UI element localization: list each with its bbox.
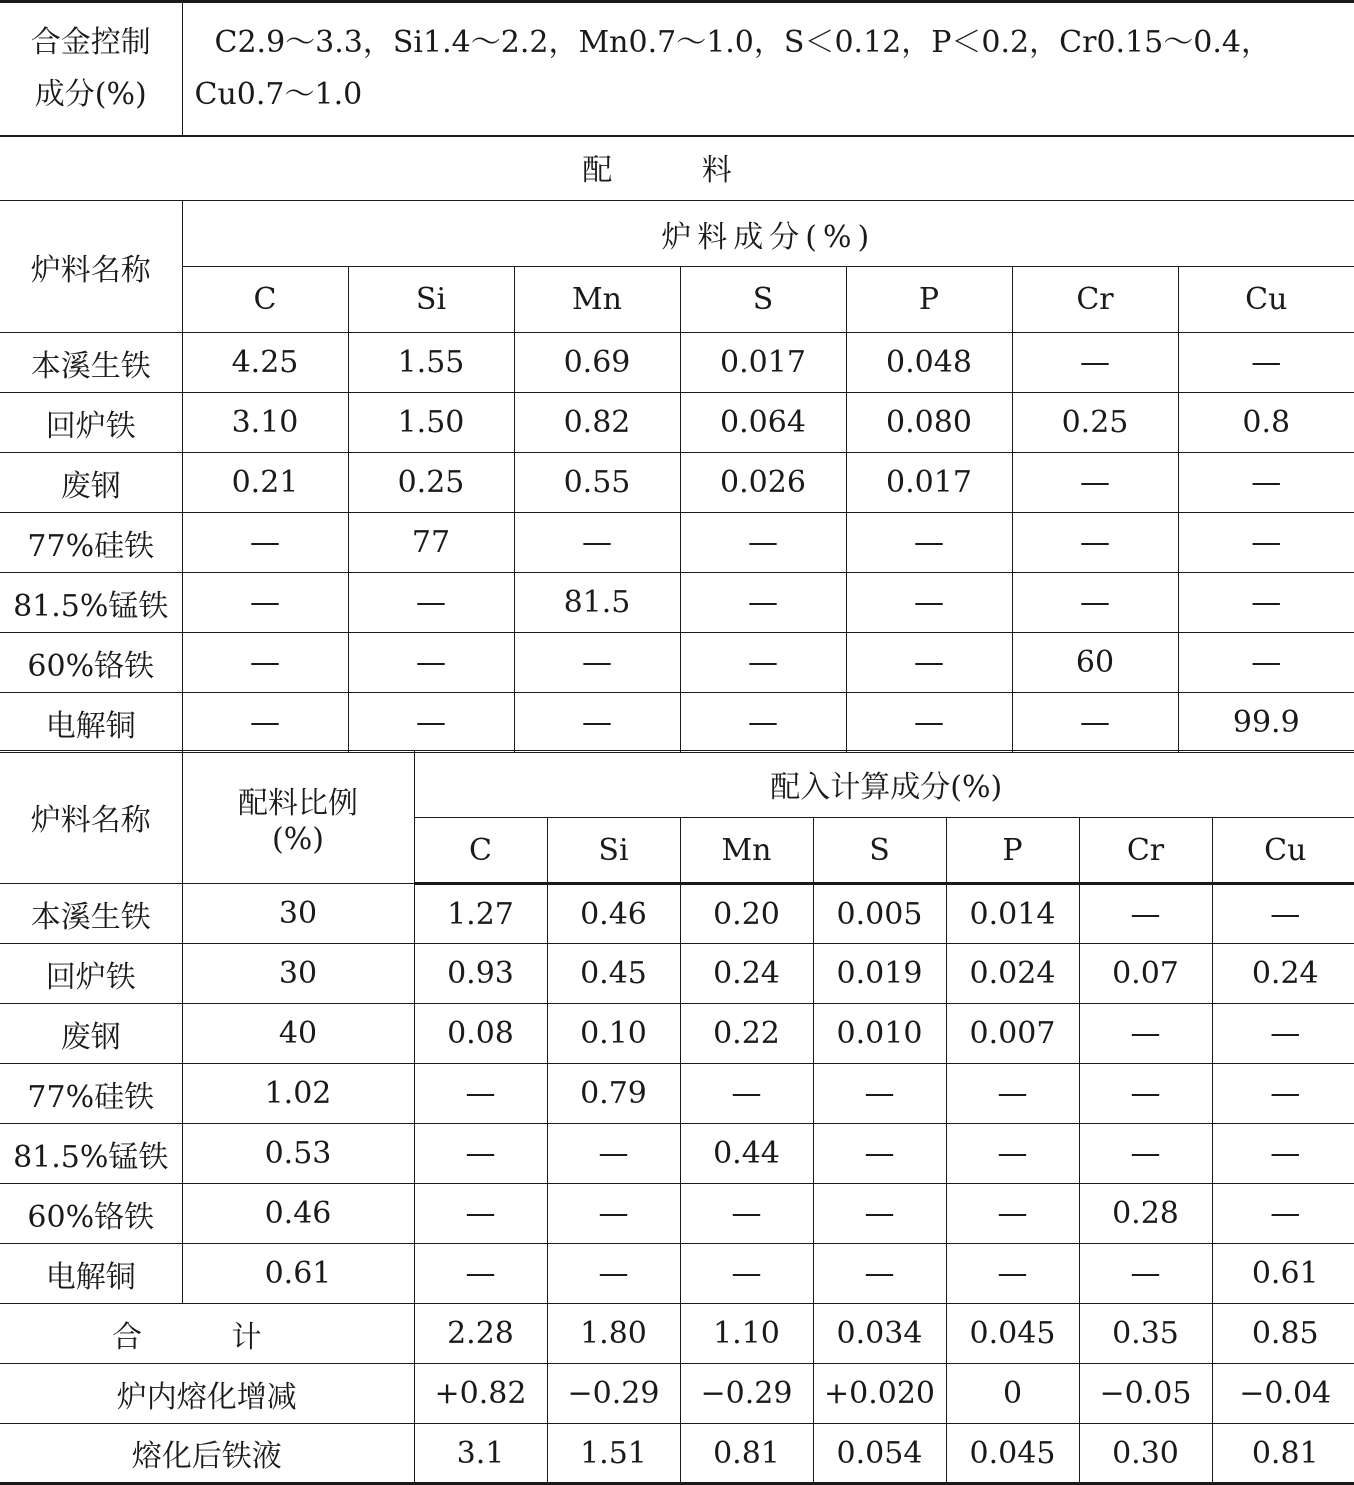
summary-row bbox=[0, 1364, 1354, 1424]
summary-value-cell: 0.045 bbox=[946, 1424, 1079, 1484]
calc-value-cell: — bbox=[414, 1124, 547, 1184]
calc-value-cell: 0.024 bbox=[946, 944, 1079, 1004]
alloy-composition-line2: Cu0.7～1.0 bbox=[195, 69, 1354, 121]
table-row bbox=[0, 1184, 1354, 1244]
calc-value-cell: — bbox=[1212, 1004, 1354, 1064]
summary-value-cell: 0.35 bbox=[1079, 1304, 1212, 1364]
table-row bbox=[0, 333, 1354, 393]
charge-value-cell: 1.55 bbox=[348, 333, 514, 393]
charge-column-header: S bbox=[680, 267, 846, 333]
table-row bbox=[0, 884, 1354, 944]
calc-ratio-cell: 40 bbox=[182, 1004, 414, 1064]
charge-value-cell: — bbox=[1178, 573, 1354, 633]
table-row bbox=[0, 1004, 1354, 1064]
summary-value-cell: 0.034 bbox=[813, 1304, 946, 1364]
charge-name-header: 炉料名称 bbox=[0, 201, 182, 333]
calc-column-header: P bbox=[946, 818, 1079, 884]
charge-value-cell: 0.048 bbox=[846, 333, 1012, 393]
summary-value-cell: −0.05 bbox=[1079, 1364, 1212, 1424]
calc-material-name: 81.5%锰铁 bbox=[0, 1124, 182, 1184]
calc-value-cell: 0.24 bbox=[680, 944, 813, 1004]
calc-value-cell: 0.93 bbox=[414, 944, 547, 1004]
summary-value-cell: 3.1 bbox=[414, 1424, 547, 1484]
alloy-composition-line1: C2.9～3.3，Si1.4～2.2，Mn0.7～1.0，S＜0.12，P＜0.2，Cr0.15～0.4， bbox=[195, 17, 1354, 69]
calc-ratio-cell: 30 bbox=[182, 944, 414, 1004]
calc-column-header: S bbox=[813, 818, 946, 884]
charge-value-cell: 0.017 bbox=[680, 333, 846, 393]
calc-column-header: Cu bbox=[1212, 818, 1354, 884]
calc-value-cell: 0.28 bbox=[1079, 1184, 1212, 1244]
calc-name-header: 炉料名称 bbox=[0, 751, 182, 884]
charge-material-name: 回炉铁 bbox=[0, 393, 182, 453]
calc-ratio-header-line2: (%) bbox=[183, 822, 414, 857]
charge-value-cell: 0.25 bbox=[1012, 393, 1178, 453]
charge-group-header: 炉料成分(%) bbox=[182, 201, 1354, 267]
charge-material-name: 废钢 bbox=[0, 453, 182, 513]
charge-composition-table bbox=[0, 200, 1354, 753]
calc-value-cell: — bbox=[813, 1064, 946, 1124]
calc-value-cell: 0.61 bbox=[1212, 1244, 1354, 1304]
calc-value-cell: — bbox=[813, 1124, 946, 1184]
alloy-label-cell bbox=[0, 2, 182, 136]
table-row bbox=[0, 693, 1354, 753]
calc-value-cell: — bbox=[1212, 1064, 1354, 1124]
charge-value-cell: 0.8 bbox=[1178, 393, 1354, 453]
calc-material-name: 60%铬铁 bbox=[0, 1184, 182, 1244]
calc-material-name: 回炉铁 bbox=[0, 944, 182, 1004]
charge-value-cell: 0.55 bbox=[514, 453, 680, 513]
table-row bbox=[0, 633, 1354, 693]
summary-row bbox=[0, 1304, 1354, 1364]
summary-value-cell: 0.85 bbox=[1212, 1304, 1354, 1364]
calc-value-cell: 0.46 bbox=[547, 884, 680, 944]
charge-value-cell: 60 bbox=[1012, 633, 1178, 693]
calc-ratio-cell: 0.53 bbox=[182, 1124, 414, 1184]
alloy-label-line1: 合金控制 bbox=[0, 17, 182, 69]
summary-value-cell: 0 bbox=[946, 1364, 1079, 1424]
charge-value-cell: 3.10 bbox=[182, 393, 348, 453]
calc-value-cell: — bbox=[414, 1244, 547, 1304]
charge-value-cell: — bbox=[680, 633, 846, 693]
charge-value-cell: — bbox=[182, 633, 348, 693]
charge-value-cell: — bbox=[846, 573, 1012, 633]
charge-value-cell: — bbox=[680, 573, 846, 633]
charge-column-header: Cu bbox=[1178, 267, 1354, 333]
charge-value-cell: — bbox=[348, 693, 514, 753]
calc-value-cell: — bbox=[946, 1124, 1079, 1184]
calc-value-cell: 0.45 bbox=[547, 944, 680, 1004]
summary-value-cell: 0.054 bbox=[813, 1424, 946, 1484]
charge-value-cell: — bbox=[1012, 693, 1178, 753]
charge-value-cell: — bbox=[182, 693, 348, 753]
charge-material-name: 81.5%锰铁 bbox=[0, 573, 182, 633]
calc-value-cell: 0.07 bbox=[1079, 944, 1212, 1004]
section-title: 配 料 bbox=[0, 134, 1354, 200]
calc-material-name: 77%硅铁 bbox=[0, 1064, 182, 1124]
charge-value-cell: — bbox=[514, 513, 680, 573]
charge-value-cell: 1.50 bbox=[348, 393, 514, 453]
summary-value-cell: 0.045 bbox=[946, 1304, 1079, 1364]
charge-value-cell: 0.21 bbox=[182, 453, 348, 513]
calc-value-cell: — bbox=[547, 1184, 680, 1244]
summary-value-cell: −0.29 bbox=[547, 1364, 680, 1424]
calc-value-cell: — bbox=[1079, 1004, 1212, 1064]
calc-column-header: Si bbox=[547, 818, 680, 884]
section-title-table bbox=[0, 134, 1354, 201]
table-row bbox=[0, 453, 1354, 513]
summary-row bbox=[0, 1424, 1354, 1484]
summary-value-cell: 0.81 bbox=[1212, 1424, 1354, 1484]
calc-value-cell: 0.44 bbox=[680, 1124, 813, 1184]
charge-value-cell: 0.82 bbox=[514, 393, 680, 453]
alloy-composition-table bbox=[0, 0, 1354, 137]
calc-value-cell: 0.20 bbox=[680, 884, 813, 944]
calc-value-cell: 0.22 bbox=[680, 1004, 813, 1064]
summary-value-cell: −0.04 bbox=[1212, 1364, 1354, 1424]
calc-material-name: 废钢 bbox=[0, 1004, 182, 1064]
charge-value-cell: — bbox=[182, 573, 348, 633]
charge-value-cell: — bbox=[514, 633, 680, 693]
charge-column-header: C bbox=[182, 267, 348, 333]
calc-value-cell: — bbox=[680, 1244, 813, 1304]
calc-value-cell: 0.10 bbox=[547, 1004, 680, 1064]
charge-value-cell: — bbox=[514, 693, 680, 753]
calc-value-cell: 1.27 bbox=[414, 884, 547, 944]
summary-label: 炉内熔化增减 bbox=[0, 1364, 414, 1424]
charge-value-cell: — bbox=[846, 633, 1012, 693]
calc-material-name: 电解铜 bbox=[0, 1244, 182, 1304]
calc-value-cell: — bbox=[547, 1244, 680, 1304]
charge-value-cell: — bbox=[1178, 633, 1354, 693]
calc-value-cell: — bbox=[946, 1244, 1079, 1304]
calc-value-cell: 0.005 bbox=[813, 884, 946, 944]
alloy-label-line2: 成分(%) bbox=[0, 69, 182, 121]
charge-material-name: 60%铬铁 bbox=[0, 633, 182, 693]
calc-value-cell: — bbox=[547, 1124, 680, 1184]
charge-column-header: Si bbox=[348, 267, 514, 333]
charge-value-cell: 99.9 bbox=[1178, 693, 1354, 753]
table-row bbox=[0, 1064, 1354, 1124]
calc-value-cell: — bbox=[1079, 884, 1212, 944]
calc-value-cell: — bbox=[680, 1184, 813, 1244]
charge-value-cell: — bbox=[348, 573, 514, 633]
summary-value-cell: 0.81 bbox=[680, 1424, 813, 1484]
charge-value-cell: — bbox=[846, 513, 1012, 573]
calc-value-cell: 0.010 bbox=[813, 1004, 946, 1064]
calc-value-cell: — bbox=[813, 1244, 946, 1304]
calc-value-cell: — bbox=[1212, 884, 1354, 944]
summary-value-cell: −0.29 bbox=[680, 1364, 813, 1424]
calc-ratio-cell: 0.61 bbox=[182, 1244, 414, 1304]
calc-value-cell: 0.08 bbox=[414, 1004, 547, 1064]
calc-group-header: 配入计算成分(%) bbox=[414, 751, 1354, 818]
charge-value-cell: 0.080 bbox=[846, 393, 1012, 453]
calc-column-header: Mn bbox=[680, 818, 813, 884]
charge-value-cell: — bbox=[1012, 333, 1178, 393]
summary-value-cell: 1.10 bbox=[680, 1304, 813, 1364]
table-row bbox=[0, 1244, 1354, 1304]
calc-value-cell: — bbox=[946, 1184, 1079, 1244]
calc-column-header: Cr bbox=[1079, 818, 1212, 884]
charge-value-cell: — bbox=[680, 693, 846, 753]
charge-material-name: 77%硅铁 bbox=[0, 513, 182, 573]
calc-value-cell: — bbox=[1079, 1244, 1212, 1304]
charge-value-cell: 4.25 bbox=[182, 333, 348, 393]
calc-value-cell: — bbox=[1079, 1124, 1212, 1184]
charge-value-cell: 0.25 bbox=[348, 453, 514, 513]
charge-value-cell: — bbox=[348, 633, 514, 693]
charge-material-name: 电解铜 bbox=[0, 693, 182, 753]
charge-column-header: Mn bbox=[514, 267, 680, 333]
table-row bbox=[0, 573, 1354, 633]
charge-value-cell: — bbox=[1012, 453, 1178, 513]
charge-column-header: Cr bbox=[1012, 267, 1178, 333]
charge-value-cell: — bbox=[1178, 333, 1354, 393]
charge-value-cell: 77 bbox=[348, 513, 514, 573]
charge-value-cell: — bbox=[680, 513, 846, 573]
calc-ratio-cell: 0.46 bbox=[182, 1184, 414, 1244]
summary-label: 合 计 bbox=[0, 1304, 414, 1364]
charge-value-cell: 0.026 bbox=[680, 453, 846, 513]
calc-value-cell: — bbox=[1212, 1124, 1354, 1184]
calc-ratio-header-line1: 配料比例 bbox=[183, 778, 414, 822]
calc-value-cell: — bbox=[1212, 1184, 1354, 1244]
charge-material-name: 本溪生铁 bbox=[0, 333, 182, 393]
calc-value-cell: — bbox=[946, 1064, 1079, 1124]
charge-value-cell: 0.017 bbox=[846, 453, 1012, 513]
charge-value-cell: — bbox=[1178, 453, 1354, 513]
calc-value-cell: 0.24 bbox=[1212, 944, 1354, 1004]
charge-value-cell: — bbox=[846, 693, 1012, 753]
charge-value-cell: 0.69 bbox=[514, 333, 680, 393]
calc-value-cell: 0.79 bbox=[547, 1064, 680, 1124]
summary-value-cell: 1.51 bbox=[547, 1424, 680, 1484]
summary-value-cell: +0.020 bbox=[813, 1364, 946, 1424]
calc-ratio-header bbox=[182, 751, 414, 884]
charge-value-cell: — bbox=[1012, 573, 1178, 633]
calc-ratio-cell: 1.02 bbox=[182, 1064, 414, 1124]
table-row bbox=[0, 513, 1354, 573]
summary-value-cell: 1.80 bbox=[547, 1304, 680, 1364]
calculated-composition-table bbox=[0, 750, 1354, 1485]
calc-value-cell: — bbox=[414, 1184, 547, 1244]
summary-value-cell: +0.82 bbox=[414, 1364, 547, 1424]
summary-value-cell: 0.30 bbox=[1079, 1424, 1212, 1484]
summary-value-cell: 2.28 bbox=[414, 1304, 547, 1364]
calc-value-cell: 0.007 bbox=[946, 1004, 1079, 1064]
calc-value-cell: — bbox=[813, 1184, 946, 1244]
charge-value-cell: — bbox=[1012, 513, 1178, 573]
calc-material-name: 本溪生铁 bbox=[0, 884, 182, 944]
calc-value-cell: — bbox=[414, 1064, 547, 1124]
summary-label: 熔化后铁液 bbox=[0, 1424, 414, 1484]
charge-value-cell: — bbox=[1178, 513, 1354, 573]
alloy-composition-cell bbox=[182, 2, 1354, 136]
table-row bbox=[0, 1124, 1354, 1184]
calc-value-cell: 0.014 bbox=[946, 884, 1079, 944]
charge-value-cell: — bbox=[182, 513, 348, 573]
charge-value-cell: 0.064 bbox=[680, 393, 846, 453]
table-row bbox=[0, 944, 1354, 1004]
table-row bbox=[0, 393, 1354, 453]
calc-ratio-cell: 30 bbox=[182, 884, 414, 944]
calc-value-cell: — bbox=[680, 1064, 813, 1124]
calc-value-cell: 0.019 bbox=[813, 944, 946, 1004]
calc-value-cell: — bbox=[1079, 1064, 1212, 1124]
charge-column-header: P bbox=[846, 267, 1012, 333]
charge-value-cell: 81.5 bbox=[514, 573, 680, 633]
calc-column-header: C bbox=[414, 818, 547, 884]
